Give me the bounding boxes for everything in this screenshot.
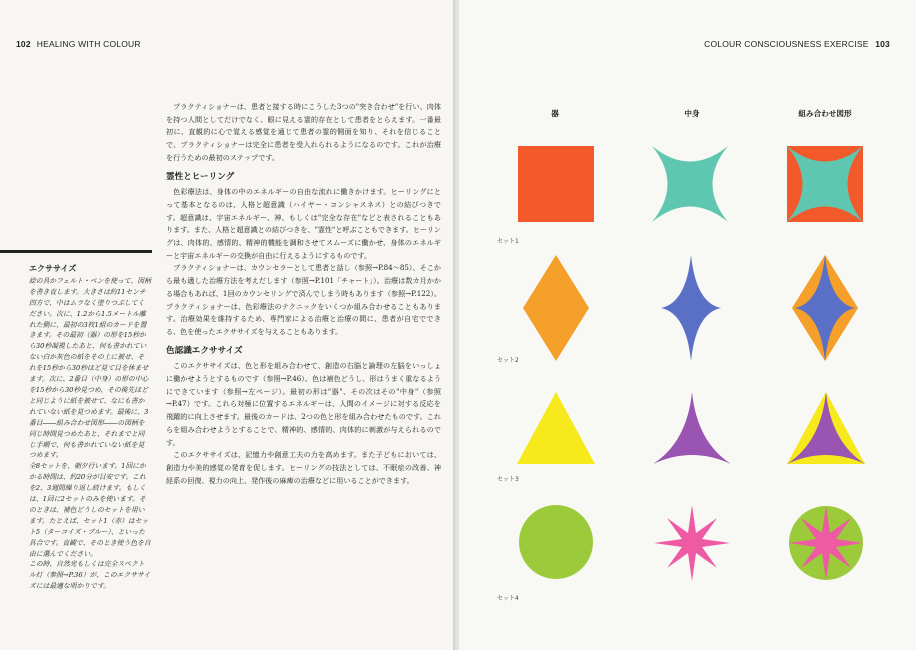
sidebar-title: エクササイズ <box>29 264 77 273</box>
sidebar-rule <box>0 250 152 253</box>
set2-combined-diamond-star <box>792 255 858 362</box>
set-label-4: セット4 <box>497 595 519 602</box>
running-head-right <box>704 39 890 49</box>
section-heading-spirituality: 霊性とヒーリング <box>166 171 235 182</box>
set1-combined-square-star <box>787 146 863 222</box>
page-number-left: 102 <box>16 39 31 49</box>
intro-paragraph: プラクティショナーは、患者と接する時にこうした3つの"突き合わせ"を行い、肉体を持つ人間としてだけでなく、眼に見える霊的存在として患者をとらえます。一番最初に、直観的に心で覚える感覚を通じて患者の霊的側面を知り、それを信じることで、プラクティショナーは完全に患者を受入れられるようになるのです。これが治療を行うための最初のステップです。 <box>166 102 441 162</box>
main-text <box>166 101 441 487</box>
page-number-right: 103 <box>875 39 890 49</box>
running-head-title-right: COLOUR CONSCIOUSNESS EXERCISE <box>704 39 869 49</box>
set4-container-circle <box>519 505 593 579</box>
section1-paragraph-2: プラクティショナーは、カウンセラーとして患者と話し（参照→P.84～85）、そこから最も適した治療方法を考えだします（参照→P.101「チャート」）。治療は数カ月かかる場合もあれば、1回のカウンセリングで済んでしまう時もあります（参照→P.122）。プラクティショナーは、色彩療法のテクニックをいくつか組み合わせることもあります。治療効果を維持するため、専門家による治療と治療の間に、患者が自宅でできる、色を使ったエクササイズを与えることもあります。 <box>166 263 441 336</box>
set-label-1: セット1 <box>497 238 519 245</box>
set2-container-diamond <box>523 255 589 362</box>
set4-content-eight-point-star <box>654 505 730 581</box>
section2-paragraph-2: このエクササイズは、記憶力や創意工夫の力を高めます。また子どもにおいては、創造力や美的感覚の発育を促します。ヒーリングの技法としては、不眠症の改善、神経系の回復、視力の向上、発作後の麻痺の治療などに用いることができます。 <box>166 450 441 485</box>
set-label-3: セット3 <box>497 476 519 483</box>
section2-paragraph-1: このエクササイズは、色と形を組み合わせて、創造の右脳と論理の左脳をいっしょに働かせようとするものです（参照→P.46）。色は補色どうし、形はうまく重なるようにできています（参照→左ページ）。最初の形は"器"、その次はその"中身"（参照→P.47）です。これら対極に位置するエネルギーは、人間のイメージに対する反応を飛躍的に向上させます。最後のカードは、2つの色と形を組み合わせたものです。これらを組み合わせようとすることで、精神的、感情的、肉体的に刺激が与えられるのです。 <box>166 361 441 447</box>
sidebar-paragraph-1: 絵の具かフェルト・ペンを使って、図柄を書き直します。大きさは約11センチ四方で、中はムラなく塗りつぶしてください。次に、1.2から1.5メートル離れた側に、最初の3枚1組のカードを置きます。その最初（器）の形を15秒から30秒凝視したあと、何も書かれていない白か灰色の紙をその上に被せ、それを15秒から30秒ほど見て目を休ませます。次に、2番目（中身）の形の中心を15秒から30秒見つめ、その後先ほどと同じように紙を被せて、なにも書かれていない紙を見つめます。最後に、3番目――組み合わせ図形――の図柄を同じ時間見つめたあと、それまでと同じ手順で、何も書かれていない紙を見つめます。 <box>29 276 151 460</box>
set-label-2: セット2 <box>497 357 519 364</box>
set4-combined-circle-star <box>788 505 864 581</box>
set1-content-x-star <box>652 146 728 222</box>
set3-container-triangle <box>517 392 595 464</box>
section1-paragraph-1: 色彩療法は、身体の中のエネルギーの自由な流れに働きかけます。ヒーリングにとって基本となるのは、人格と超意識（ハイヤー・コンシャスネス）との結びつきです。超意識は、宇宙エネルギー、神、もしくは"完全な存在"などと表されることもあります。また、人格と超意識との結びつきを、"霊性"と呼ぶこともできます。ヒーリングは、肉体的、感情的、精神的機能を調和させてスムーズに働かせ、身体のエネルギーと宇宙エネルギーの交換が自由に行えるようにするものです。 <box>166 187 441 260</box>
column-header-combined: 組み合わせ図形 <box>798 109 852 118</box>
set3-content-three-point-star <box>653 392 731 464</box>
section-heading-colour-exercise: 色認識エクササイズ <box>166 345 243 356</box>
set3-combined-triangle-star <box>787 392 865 464</box>
right-page <box>459 0 916 650</box>
sidebar-paragraph-2: 全8セットを、朝夕行います。1回にかかる時間は、約20分が目安です。これを2、3週間繰り返し続けます。もしくは、1回に2セットのみを使います。そのときは、補色どうしのセットを用います。たとえば、セット1（赤）はセット5（ターコイズ・ブルー）、といった具合です。直観で、そのとき使う色を自由に選んでください。 <box>29 462 151 558</box>
running-head-left <box>16 39 141 49</box>
column-header-container: 器 <box>551 109 559 118</box>
set1-container-square <box>518 146 594 222</box>
left-page <box>0 0 455 650</box>
column-header-content: 中身 <box>684 109 700 118</box>
exercise-sidebar <box>29 264 151 592</box>
sidebar-paragraph-3: この時、自然光もしくは完全スペクトル灯（参照→P.36）が、このエクササイズには最適な明かりです。 <box>29 560 151 591</box>
running-head-title-left: HEALING WITH COLOUR <box>36 39 141 49</box>
set2-content-four-point-star <box>661 255 721 362</box>
